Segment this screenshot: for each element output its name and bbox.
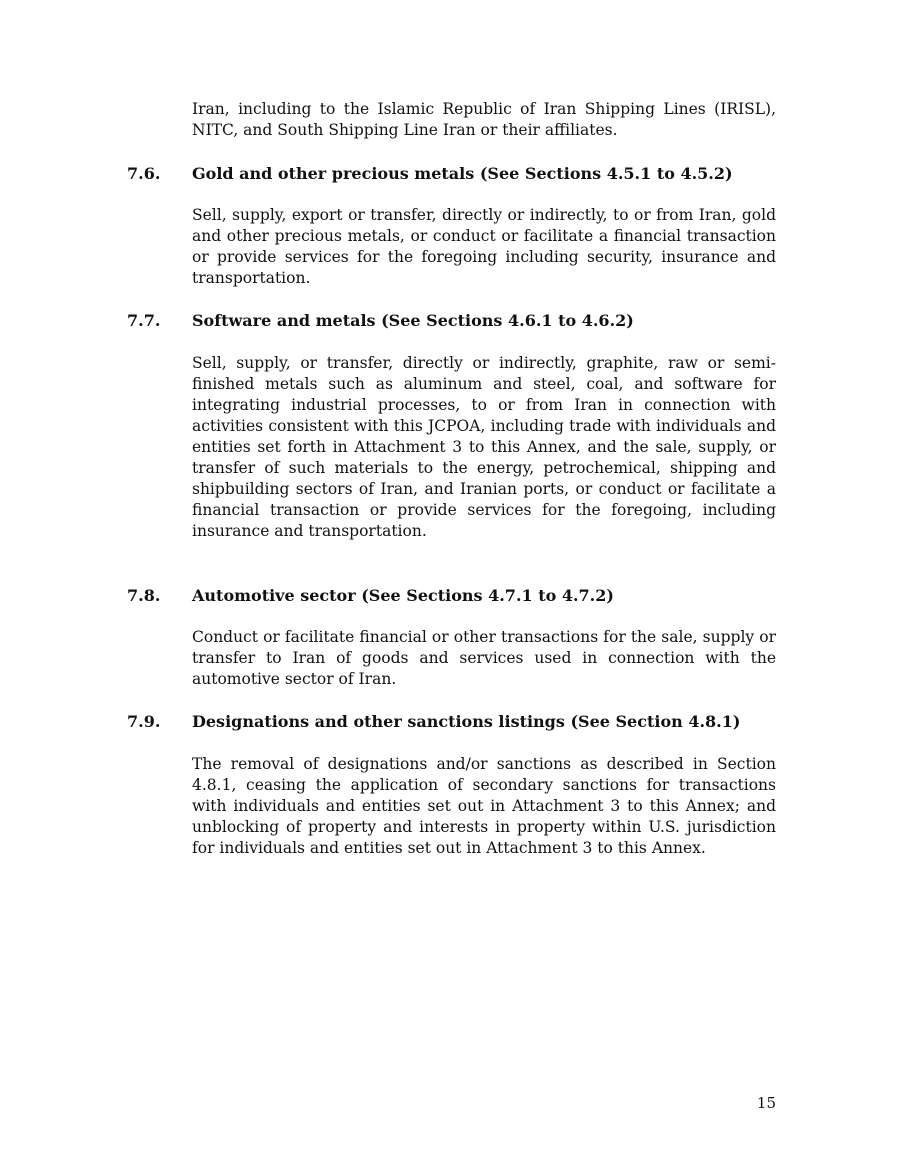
section-7-6-number: 7.6. <box>127 164 161 183</box>
section-7-7-number: 7.7. <box>127 311 161 330</box>
section-7-9-title: Designations and other sanctions listings (See Section 4.8.1) <box>192 712 741 731</box>
page-number: 15 <box>756 1094 776 1112</box>
intro-paragraph: Iran, including to the Islamic Republic of Iran Shipping Lines (IRISL), NITC, and South Shipping Line Iran or their affiliates. <box>192 100 776 139</box>
section-7-7-title: Software and metals (See Sections 4.6.1 to 4.6.2) <box>192 311 634 330</box>
section-7-8-title: Automotive sector (See Sections 4.7.1 to 4.7.2) <box>192 586 614 605</box>
section-7-8-body: Conduct or facilitate financial or other transactions for the sale, supply or transfer to Iran of goods and services used in connection with the automotive sector of Iran. <box>192 628 776 688</box>
section-7-8-number: 7.8. <box>127 586 161 605</box>
section-7-9-number: 7.9. <box>127 712 161 731</box>
section-7-6-body: Sell, supply, export or transfer, directly or indirectly, to or from Iran, gold and other precious metals, or conduct or facilitate a financial transaction or provide services for the foregoing including security, insurance and transportation. <box>192 206 776 287</box>
section-7-9-body: The removal of designations and/or sanctions as described in Section 4.8.1, ceasing the application of secondary sanctions for transactions with individuals and entities set out in Attachment 3 to this Annex; and unblocking of property and interests in property within U.S. jurisdiction for individuals and entities set out in Attachment 3 to this Annex. <box>192 755 776 857</box>
section-7-7-body: Sell, supply, or transfer, directly or indirectly, graphite, raw or semi-finished metals such as aluminum and steel, coal, and software for integrating industrial processes, to or from Iran in connection with activities consistent with this JCPOA, including trade with individuals and entities set forth in Attachment 3 to this Annex, and the sale, supply, or transfer of such materials to the energy, petrochemical, shipping and shipbuilding sectors of Iran, and Iranian ports, or conduct or facilitate a financial transaction or provide services for the foregoing, including insurance and transportation. <box>192 354 776 540</box>
section-7-6-title: Gold and other precious metals (See Sections 4.5.1 to 4.5.2) <box>192 164 733 183</box>
